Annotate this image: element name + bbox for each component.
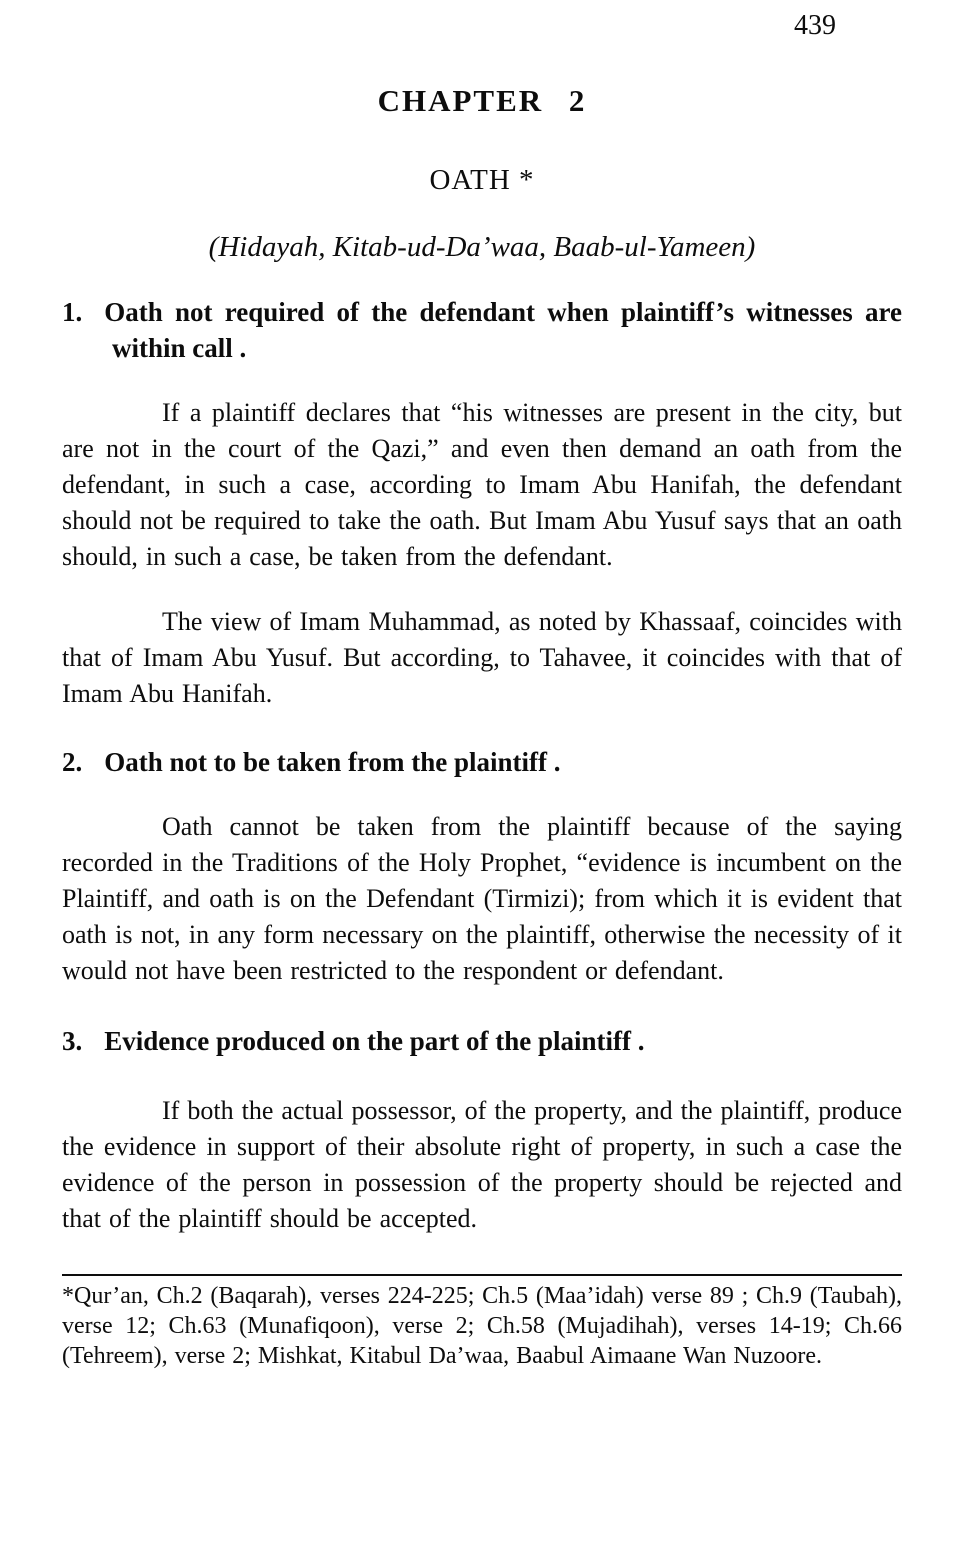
- section-number: 2.: [62, 747, 83, 777]
- paragraph: If a plaintiff declares that “his witnesses are present in the city, but are not in the court of the Qazi,” and even then demand an oath from the defendant, in such a case, according to Imam Abu Hanifah, the defendant should not be required to take the oath. But Imam Abu Yusuf says that an oath should, in such a case, be taken from the defendant.: [62, 398, 902, 571]
- section-number: 1.: [62, 297, 83, 327]
- section-number: 3.: [62, 1026, 83, 1056]
- chapter-subtitle: (Hidayah, Kitab-ud-Da’waa, Baab-ul-Yameen): [208, 231, 756, 263]
- section-evidence-produced: [62, 1023, 902, 1237]
- section-heading-text: Oath not required of the defendant when plaintiff’s witnesses are within call .: [104, 297, 902, 363]
- chapter-heading: CHAPTER 2: [377, 83, 587, 118]
- footnote-block: [62, 1274, 902, 1371]
- section-oath-not-required: [62, 294, 902, 712]
- page-number: 439: [794, 10, 836, 41]
- section-heading: [62, 744, 902, 780]
- section-heading-text: Oath not to be taken from the plaintiff .: [104, 747, 561, 777]
- footnote-text: *Qur’an, Ch.2 (Baqarah), verses 224-225; Ch.5 (Maa’idah) verse 89 ; Ch.9 (Taubah), verse 12; Ch.63 (Munafiqoon), verse 2; Ch.58 (Mujadihah), verses 14-19; Ch.66 (Tehreem), verse 2; Mishkat, Kitabul Da’waa, Baabul Aimaane Wan Nuzoore.: [62, 1283, 902, 1369]
- paragraph: If both the actual possessor, of the property, and the plaintiff, produce the evidence in support of their absolute right of property, in such a case the evidence of the person in possession of the property should be rejected and that of the plaintiff should be accepted.: [62, 1096, 902, 1233]
- paragraph: The view of Imam Muhammad, as noted by Khassaaf, coincides with that of Imam Abu Yusuf. But according, to Tahavee, it coincides with that of Imam Abu Hanifah.: [62, 607, 902, 708]
- chapter-title: OATH *: [429, 164, 535, 196]
- section-heading: [62, 294, 902, 366]
- paragraph: Oath cannot be taken from the plaintiff because of the saying recorded in the Traditions of the Holy Prophet, “evidence is incumbent on the Plaintiff, and oath is on the Defendant (Tirmizi); from which it is evident that oath is not, in any form necessary on the plaintiff, otherwise the necessity of it would not have been restricted to the respondent or defendant.: [62, 812, 902, 985]
- section-oath-not-from-plaintiff: [62, 744, 902, 989]
- section-heading: [62, 1023, 902, 1059]
- section-heading-text: Evidence produced on the part of the plaintiff .: [104, 1026, 645, 1056]
